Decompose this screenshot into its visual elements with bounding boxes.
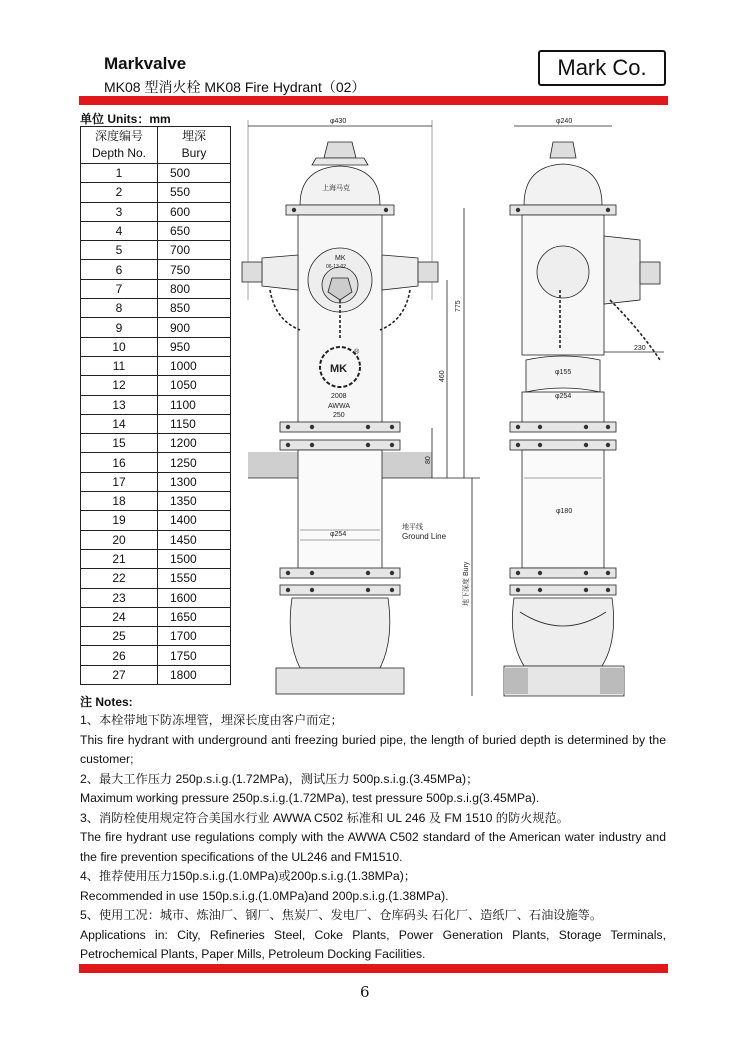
page-number: 6 bbox=[360, 983, 370, 1001]
depth-no-cell: 13 bbox=[81, 395, 158, 414]
bury-cell: 800 bbox=[158, 279, 231, 298]
plate-date-text: 06-13-02 bbox=[326, 264, 347, 270]
dim-80: 80 bbox=[425, 456, 432, 464]
bury-cell: 1400 bbox=[158, 511, 231, 530]
depth-no-cell: 17 bbox=[81, 472, 158, 491]
bury-cell: 1600 bbox=[158, 588, 231, 607]
operating-nut bbox=[324, 142, 356, 158]
footer-divider-bar bbox=[79, 964, 668, 973]
bury-cell: 1550 bbox=[158, 569, 231, 588]
note-line: 4、推荐使用压力150p.s.i.g.(1.0MPa)或200p.s.i.g.(1.38MPa)； bbox=[80, 869, 416, 883]
bury-dim-label: 地下深度 Bury bbox=[463, 561, 470, 606]
depth-no-cell: 16 bbox=[81, 453, 158, 472]
plate-top-text: MK bbox=[335, 255, 346, 262]
logo-text: MK bbox=[330, 363, 348, 375]
depth-no-cell: 5 bbox=[81, 241, 158, 260]
company-logo-box: Mark Co. bbox=[538, 50, 666, 86]
note-line: Recommended in use 150p.s.i.g.(1.0MPa)and 200p.s.i.g.(1.38MPa). bbox=[80, 888, 449, 903]
dim-180: φ180 bbox=[556, 508, 573, 515]
side-pumper-outlet bbox=[537, 246, 589, 298]
bury-cell: 1300 bbox=[158, 472, 231, 491]
bury-cell: 850 bbox=[158, 299, 231, 318]
document-subtitle: MK08 型消火栓 MK08 Fire Hydrant（02） bbox=[104, 79, 366, 95]
depth-no-cell: 25 bbox=[81, 627, 158, 646]
bury-cell: 950 bbox=[158, 337, 231, 356]
base-flange bbox=[276, 668, 404, 694]
buried-pipe bbox=[298, 450, 382, 570]
depth-no-cell: 23 bbox=[81, 588, 158, 607]
bury-cell: 1800 bbox=[158, 665, 231, 684]
dim-460: 460 bbox=[439, 370, 446, 382]
brand-title: Markvalve bbox=[104, 54, 187, 73]
depth-no-cell: 14 bbox=[81, 414, 158, 433]
note-line: 2、最大工作压力 250p.s.i.g.(1.72MPa)，测试压力 500p.s.i.g.(3.45MPa)； bbox=[80, 771, 479, 786]
depth-no-cell: 18 bbox=[81, 492, 158, 511]
bury-cell: 650 bbox=[158, 221, 231, 240]
notes-body bbox=[80, 711, 666, 965]
hydrant-shoe bbox=[290, 598, 390, 668]
depth-no-cell: 10 bbox=[81, 337, 158, 356]
note-line: 1、本栓带地下防冻埋管，埋深长度由客户而定； bbox=[80, 713, 343, 727]
depth-no-cell: 1 bbox=[81, 164, 158, 183]
depth-no-cell: 11 bbox=[81, 356, 158, 375]
note-line: This fire hydrant with underground anti freezing buried pipe, the length of buried depth is determined by the customer; bbox=[80, 732, 666, 766]
note-line: 5、使用工况：城市、炼油厂、钢厂、焦炭厂、发电厂、仓库码头 石化厂、造纸厂、石油设施等。 bbox=[80, 908, 603, 922]
body-pressure: 250 bbox=[333, 412, 345, 419]
cap-inscription: 上海马克 bbox=[322, 185, 350, 192]
depth-no-cell: 15 bbox=[81, 434, 158, 453]
bury-cell: 1000 bbox=[158, 356, 231, 375]
depth-no-cell: 4 bbox=[81, 221, 158, 240]
bury-cell: 1750 bbox=[158, 646, 231, 665]
bury-cell: 1500 bbox=[158, 549, 231, 568]
body-year: 2008 bbox=[331, 393, 347, 400]
ground-flange-lower bbox=[280, 440, 400, 450]
bury-cell: 1700 bbox=[158, 627, 231, 646]
depth-no-cell: 7 bbox=[81, 279, 158, 298]
logo-reg-mark: ® bbox=[354, 349, 360, 356]
depth-no-cell: 9 bbox=[81, 318, 158, 337]
bury-cell: 900 bbox=[158, 318, 231, 337]
dim-775: 775 bbox=[455, 300, 462, 312]
bury-cell: 1250 bbox=[158, 453, 231, 472]
depth-no-cell: 8 bbox=[81, 299, 158, 318]
depth-no-header: 深度编号 Depth No. bbox=[81, 127, 158, 164]
note-line: Applications in: City, Refineries Steel, Coke Plants, Power Generation Plants, Storage Terminals, Petrochemical Plants, Paper Mills, Petroleum Docking Facilities. bbox=[80, 927, 666, 961]
note-line: Maximum working pressure 250p.s.i.g.(1.72MPa), test pressure 500p.s.i.g(3.45MPa). bbox=[80, 791, 540, 805]
right-hose-nozzle bbox=[382, 255, 418, 290]
bonnet-flange bbox=[286, 205, 394, 215]
bury-cell: 1200 bbox=[158, 434, 231, 453]
bury-cell: 700 bbox=[158, 241, 231, 260]
notes-title: 注 Notes: bbox=[80, 695, 133, 709]
depth-no-cell: 26 bbox=[81, 646, 158, 665]
depth-no-cell: 22 bbox=[81, 569, 158, 588]
bury-cell: 1450 bbox=[158, 530, 231, 549]
depth-no-cell: 3 bbox=[81, 202, 158, 221]
bury-cell: 1150 bbox=[158, 414, 231, 433]
dim-230: 230 bbox=[634, 345, 646, 352]
bury-cell: 750 bbox=[158, 260, 231, 279]
note-line: The fire hydrant use regulations comply with the AWWA C502 standard of the American water industry and the fire prevention specifications of the UL246 and FM1510. bbox=[80, 830, 666, 864]
bury-cell: 600 bbox=[158, 202, 231, 221]
bury-cell: 1650 bbox=[158, 607, 231, 626]
ground-line-en: Ground Line bbox=[402, 532, 447, 541]
depth-no-cell: 20 bbox=[81, 530, 158, 549]
depth-no-cell: 6 bbox=[81, 260, 158, 279]
units-label: 单位 Units：mm bbox=[80, 112, 171, 126]
depth-no-cell: 24 bbox=[81, 607, 158, 626]
ground-line-cn: 地平线 bbox=[402, 524, 423, 531]
dim-155: φ155 bbox=[555, 369, 572, 376]
depth-no-cell: 21 bbox=[81, 549, 158, 568]
ground-flange-upper bbox=[280, 422, 400, 432]
bury-cell: 1050 bbox=[158, 376, 231, 395]
dim-254-front: φ254 bbox=[330, 531, 347, 538]
dim-254-side: φ254 bbox=[555, 393, 572, 400]
depth-no-cell: 19 bbox=[81, 511, 158, 530]
bury-cell: 1350 bbox=[158, 492, 231, 511]
side-shoe bbox=[512, 598, 613, 666]
left-hose-nozzle bbox=[262, 255, 298, 290]
body-standard: AWWA bbox=[328, 403, 351, 410]
depth-no-cell: 27 bbox=[81, 665, 158, 684]
dim-side-top: φ240 bbox=[556, 118, 573, 125]
bury-cell: 500 bbox=[158, 164, 231, 183]
bury-cell: 550 bbox=[158, 183, 231, 202]
depth-no-cell: 12 bbox=[81, 376, 158, 395]
side-bonnet bbox=[524, 164, 602, 205]
bury-header: 埋深 Bury bbox=[158, 127, 231, 164]
bury-cell: 1100 bbox=[158, 395, 231, 414]
depth-no-cell: 2 bbox=[81, 183, 158, 202]
dim-front-top: φ430 bbox=[330, 118, 347, 125]
side-hose-nozzle bbox=[604, 236, 640, 304]
note-line: 3、消防栓使用规定符合美国水行业 AWWA C502 标准和 UL 246 及 FM 1510 的防火规范。 bbox=[80, 810, 569, 825]
